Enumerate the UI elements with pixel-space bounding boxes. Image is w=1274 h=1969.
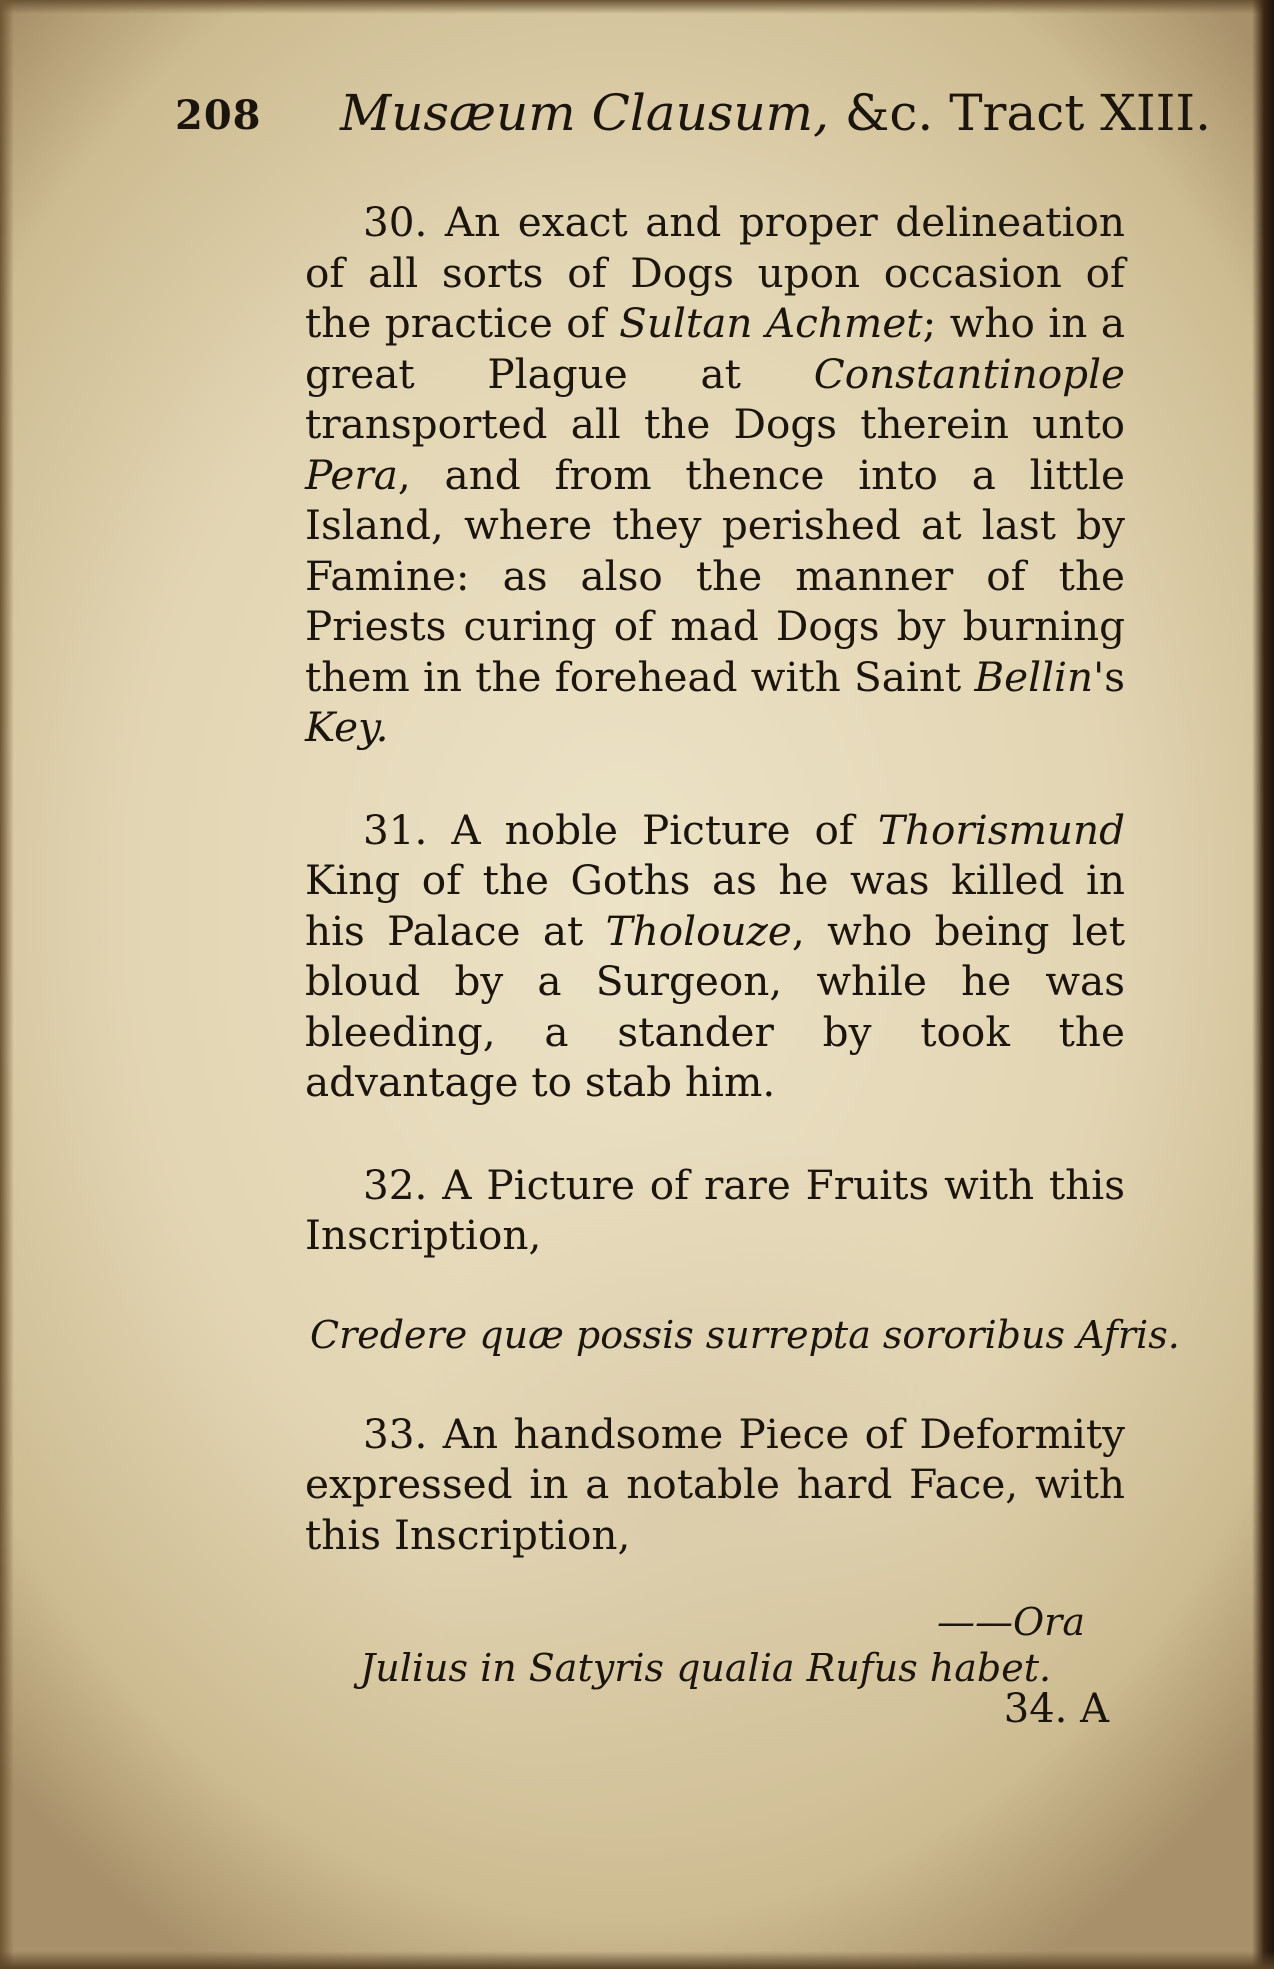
entry-italic-text: Thorismund — [877, 805, 1125, 854]
entry-30 — [305, 197, 1125, 753]
entry-32 — [305, 1160, 1125, 1261]
spacer — [305, 1357, 1125, 1409]
page-number: 208 — [175, 92, 262, 139]
entry-31-text — [305, 805, 1125, 1108]
catchword: 34. A — [1003, 1686, 1109, 1732]
latin-inscription: Julius in Satyris qualia Rufus habet. — [360, 1646, 1052, 1690]
latin-inscription: Credere quæ possis surrepta sororibus Afris. — [310, 1312, 1180, 1357]
entry-31 — [305, 805, 1125, 1108]
page-body — [305, 197, 1180, 1690]
page-binding-edge — [1252, 0, 1274, 1969]
entry-30-text — [305, 197, 1125, 753]
entry-italic-text: Sultan Achmet — [619, 299, 923, 347]
entry-italic-text: Pera — [305, 450, 398, 499]
page-bottom-edge — [0, 1951, 1274, 1969]
entry-text: King of the Goths as he was killed in his Palace at — [305, 856, 1125, 955]
page-top-edge — [0, 0, 1274, 14]
entry-text: , who being let bloud by a Surgeon, while he was bleeding, a stander by took the advantage to stab him. — [305, 906, 1125, 1106]
entry-number: 31. — [363, 805, 428, 854]
entry-text: ; who in a great Plague at — [305, 299, 1125, 398]
entry-text: , and from thence into a little Island, where they perished at last by Famine: as also the manner of the Priests curing of mad Dogs by burning them in the forehead with Saint — [305, 450, 1125, 701]
running-header — [175, 80, 1211, 150]
entry-italic-text: Key. — [305, 703, 389, 751]
running-title — [340, 84, 1211, 142]
quote-attribution: ——Ora — [937, 1600, 1085, 1644]
entry-number: 33. — [363, 1409, 428, 1458]
entry-33 — [305, 1409, 1125, 1561]
entry-text: An exact and proper delineation of all sorts of Dogs upon occasion of the practice of — [305, 198, 1125, 347]
entry-italic-text: Bellin — [974, 652, 1094, 701]
running-title-roman: &c. Tract XIII. — [829, 84, 1211, 142]
entry-text: An handsome Piece of Deformity expressed in a notable hard Face, with this Inscription, — [305, 1409, 1125, 1559]
entry-italic-text: Constantinople — [813, 349, 1125, 398]
spacer — [305, 753, 1125, 805]
entry-text: transported all the Dogs therein unto — [305, 400, 1125, 448]
entry-text: 's — [1093, 652, 1125, 701]
entry-number: 30. — [363, 198, 428, 246]
running-title-italic: Musæum Clausum, — [340, 84, 829, 142]
entry-text: A noble Picture of — [427, 805, 878, 854]
entry-32-text — [305, 1160, 1125, 1261]
spacer — [305, 1108, 1125, 1160]
page-left-edge — [0, 0, 14, 1969]
entry-number: 32. — [363, 1160, 428, 1209]
entry-33-text — [305, 1409, 1125, 1561]
entry-text: A Picture of rare Fruits with this Inscription, — [305, 1160, 1125, 1259]
entry-italic-text: Tholouze — [605, 906, 792, 955]
